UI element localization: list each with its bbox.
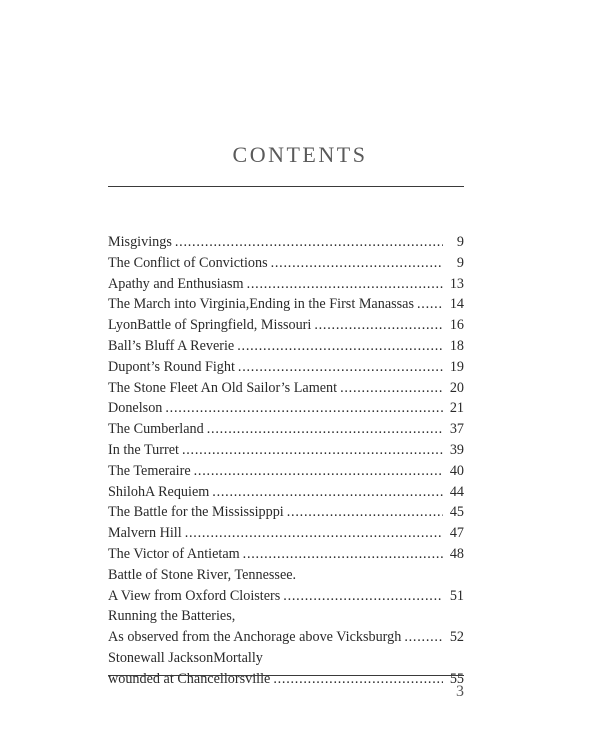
toc-entry-page: 9 <box>456 234 464 250</box>
toc-entry-page: 48 <box>449 545 464 562</box>
toc-entry-title-line: Battle of Stone River, Tennessee. <box>108 566 297 583</box>
dot-leader <box>247 274 443 295</box>
toc-entry-multiline[interactable] <box>108 565 464 607</box>
toc-entry-title: The Temeraire <box>108 462 191 479</box>
toc-entry[interactable] <box>108 357 464 378</box>
toc-entry-title-line: Running the Batteries, <box>108 608 236 625</box>
toc-entry[interactable] <box>108 502 464 523</box>
toc-entry-title: Apathy and Enthusiasm <box>108 275 244 292</box>
toc-entry[interactable] <box>108 294 464 315</box>
toc-entry-page: 52 <box>449 629 464 646</box>
toc-entry-page: 47 <box>449 525 464 542</box>
toc-entry-title: Donelson <box>108 400 163 417</box>
toc-entry[interactable] <box>108 440 464 461</box>
dot-leader <box>185 523 443 544</box>
toc-entry-title: In the Turret <box>108 441 179 458</box>
dot-leader <box>404 627 443 648</box>
toc-entry[interactable] <box>108 378 464 399</box>
dot-leader <box>417 294 443 315</box>
page-number: 3 <box>456 683 464 700</box>
toc-entry[interactable] <box>108 315 464 336</box>
toc-entry[interactable] <box>108 544 464 565</box>
toc-entry-title: wounded at Chancellorsville <box>108 670 271 687</box>
toc-entry-page: 19 <box>449 358 464 375</box>
toc-entry-page: 16 <box>449 317 464 334</box>
bottom-rule <box>108 675 464 676</box>
toc-entry-title: The Stone Fleet An Old Sailor’s Lament <box>108 379 338 396</box>
toc-entry-page: 13 <box>449 275 464 292</box>
toc-entry-page: 18 <box>449 337 464 354</box>
toc-entry[interactable] <box>108 419 464 440</box>
dot-leader <box>212 482 443 503</box>
toc-entry-multiline[interactable] <box>108 606 464 648</box>
toc-entry[interactable] <box>108 253 464 274</box>
dot-leader <box>340 378 443 399</box>
toc-entry[interactable] <box>108 398 464 419</box>
toc-entry-title: The Conflict of Convictions <box>108 254 268 271</box>
toc-entry-title: Dupont’s Round Fight <box>108 358 235 375</box>
dot-leader <box>165 398 443 419</box>
toc-entry-page: 45 <box>449 504 464 521</box>
toc-entry-page: 9 <box>456 254 464 271</box>
toc-entry-title: As observed from the Anchorage above Vicksburgh <box>108 629 402 646</box>
toc-entry-title: A View from Oxford Cloisters <box>108 587 281 604</box>
dot-leader <box>194 461 443 482</box>
dot-leader <box>182 440 443 461</box>
toc-entry-page: 20 <box>449 379 464 396</box>
toc-entry[interactable] <box>108 482 464 503</box>
toc-entry-page: 44 <box>449 483 464 500</box>
toc-entry[interactable] <box>108 232 464 253</box>
dot-leader <box>271 253 443 274</box>
toc-entry-page: 39 <box>449 441 464 458</box>
table-of-contents <box>108 232 464 690</box>
toc-entry[interactable] <box>108 461 464 482</box>
toc-entry-page: 37 <box>449 421 464 438</box>
toc-entry-page: 14 <box>449 296 464 313</box>
toc-entry-page: 21 <box>449 400 464 417</box>
toc-entry-multiline[interactable] <box>108 648 464 690</box>
dot-leader <box>238 357 443 378</box>
toc-entry-title: Malvern Hill <box>108 525 182 542</box>
dot-leader <box>207 419 443 440</box>
dot-leader <box>237 336 443 357</box>
toc-entry-page: 55 <box>449 670 464 687</box>
dot-leader <box>243 544 443 565</box>
dot-leader <box>283 586 443 607</box>
toc-entry-page: 51 <box>449 587 464 604</box>
toc-entry-title-line: Stonewall JacksonMortally <box>108 649 263 666</box>
toc-entry[interactable] <box>108 274 464 295</box>
toc-entry-title: Misgivings <box>108 234 172 250</box>
toc-entry-title: The Victor of Antietam <box>108 545 240 562</box>
toc-entry-title: ShilohA Requiem <box>108 483 210 500</box>
dot-leader <box>175 232 443 253</box>
page-title: CONTENTS <box>232 142 368 167</box>
toc-entry[interactable] <box>108 336 464 357</box>
toc-entry-title: The Battle for the Mississipppi <box>108 504 284 521</box>
dot-leader <box>314 315 443 336</box>
dot-leader <box>287 502 443 523</box>
toc-entry-title: LyonBattle of Springfield, Missouri <box>108 317 312 334</box>
toc-entry-title: The March into Virginia,Ending in the First Manassas <box>108 296 414 313</box>
toc-entry-title: The Cumberland <box>108 421 204 438</box>
toc-entry[interactable] <box>108 523 464 544</box>
toc-entry-page: 40 <box>449 462 464 479</box>
toc-entry-title: Ball’s Bluff A Reverie <box>108 337 235 354</box>
top-rule <box>108 186 464 187</box>
dot-leader <box>273 669 443 690</box>
